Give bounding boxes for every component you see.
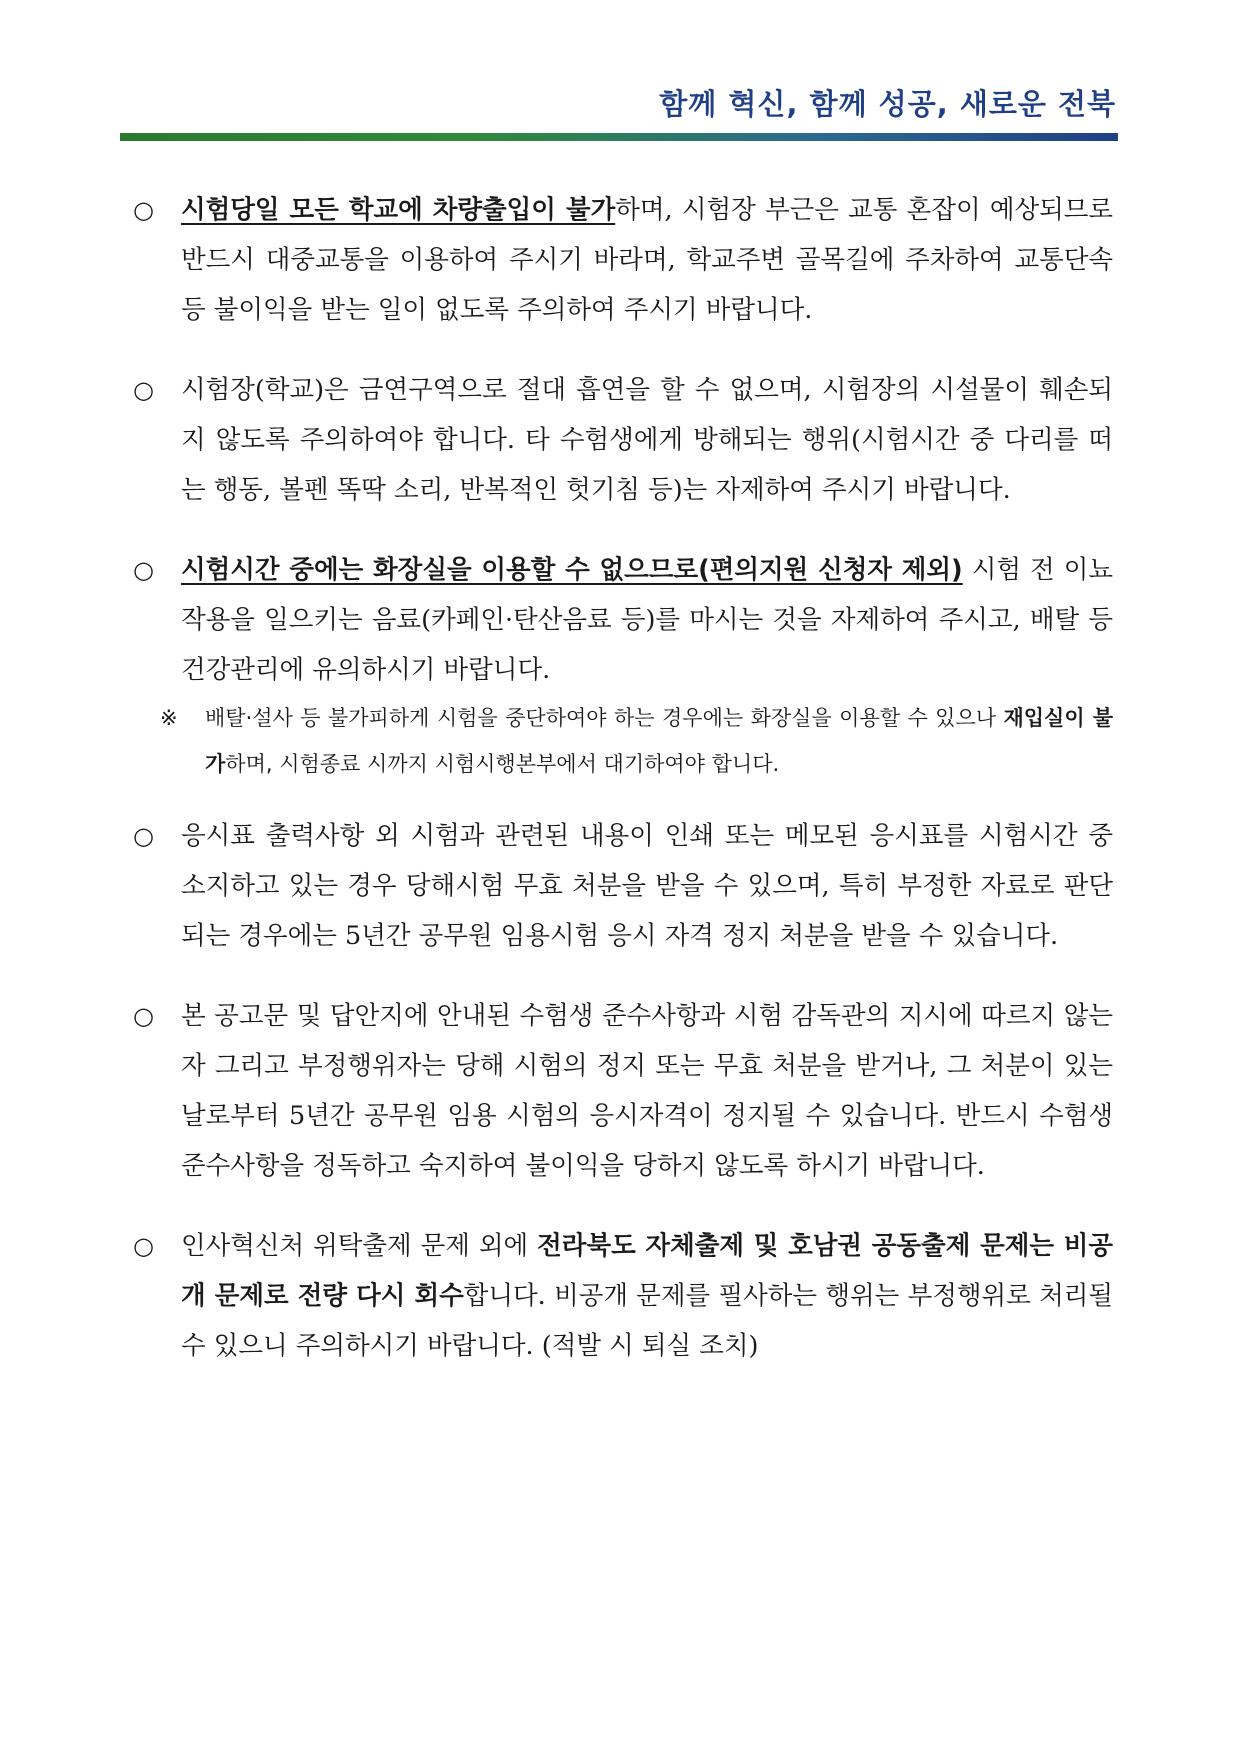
note-emphasis: 재입실이 불가 [205, 706, 1113, 776]
emphasis-text: 시험당일 모든 학교에 차량출입이 불가 [181, 195, 616, 225]
emphasis-text: 전라북도 자체출제 및 호남권 공동출제 문제는 비공개 문제로 전량 다시 회수 [181, 1231, 1114, 1311]
notice-item-question-collection [133, 1221, 1113, 1371]
header-rule [120, 133, 1118, 141]
header-slogan: 함께 혁신, 함께 성공, 새로운 전북 [659, 87, 1116, 121]
reference-mark: ※ [160, 706, 178, 730]
circle-bullet: ○ [133, 376, 154, 404]
body-text: 응시표 출력사항 외 시험과 관련된 내용이 인쇄 또는 메모된 응시표를 시험시간 중 소지하고 있는 경우 당해시험 무효 처분을 받을 수 있으며, 특히 부정한 자료로 판단되는 경우에는 5년간 공무원 임용시험 응시 자격 정지 처분을 받을 수 있습니다. [181, 821, 1113, 951]
notice-item-misconduct [133, 991, 1113, 1191]
body-text: 본 공고문 및 답안지에 안내된 수험생 준수사항과 시험 감독관의 지시에 따르지 않는 자 그리고 부정행위자는 당해 시험의 정지 또는 무효 처분을 받거나, 그 처분이 있는 날로부터 5년간 공무원 임용 시험의 응시자격이 정지될 수 있습니다. 반드시 수험생 준수사항을 정독하고 숙지하여 불이익을 당하지 않도록 하시기 바랍니다. [181, 1001, 1113, 1181]
notice-item-admission-ticket [133, 811, 1113, 961]
notice-item-vehicle [133, 185, 1113, 335]
circle-bullet: ○ [133, 822, 154, 850]
emphasis-text: 시험시간 중에는 화장실을 이용할 수 없으므로(편의지원 신청자 제외) [181, 555, 963, 585]
body-text: 하며, 시험장 부근은 교통 혼잡이 예상되므로 반드시 대중교통을 이용하여 주시기 바라며, 학교주변 골목길에 주차하여 교통단속 등 불이익을 받는 일이 없도록 주의하여 주시기 바랍니다. [181, 195, 1114, 325]
body-text: 인사혁신처 위탁출제 문제 외에 [181, 1231, 538, 1261]
circle-bullet: ○ [133, 556, 154, 584]
body-text: 시험장(학교)은 금연구역으로 절대 흡연을 할 수 없으며, 시험장의 시설물이 훼손되지 않도록 주의하여야 합니다. 타 수험생에게 방해되는 행위(시험시간 중 다리를 떠는 행동, 볼펜 똑딱 소리, 반복적인 헛기침 등)는 자제하여 주시기 바랍니다. [181, 375, 1113, 505]
circle-bullet: ○ [133, 1002, 154, 1030]
notice-item-smoking [133, 365, 1113, 515]
circle-bullet: ○ [133, 1232, 154, 1260]
circle-bullet: ○ [133, 196, 154, 224]
note-text: 배탈·설사 등 불가피하게 시험을 중단하여야 하는 경우에는 화장실을 이용할 수 있으나 [205, 706, 1004, 730]
notice-content [133, 185, 1113, 1401]
notice-item-restroom [133, 545, 1113, 695]
body-text: 시험 전 이뇨작용을 일으키는 음료(카페인·탄산음료 등)를 마시는 것을 자제하여 주시고, 배탈 등 건강관리에 유의하시기 바랍니다. [181, 555, 1113, 685]
body-text: 합니다. 비공개 문제를 필사하는 행위는 부정행위로 처리될 수 있으니 주의하시기 바랍니다. (적발 시 퇴실 조치) [181, 1281, 1113, 1361]
restroom-note [160, 695, 1113, 787]
note-text: 하며, 시험종료 시까지 시험시행본부에서 대기하여야 합니다. [225, 752, 780, 776]
